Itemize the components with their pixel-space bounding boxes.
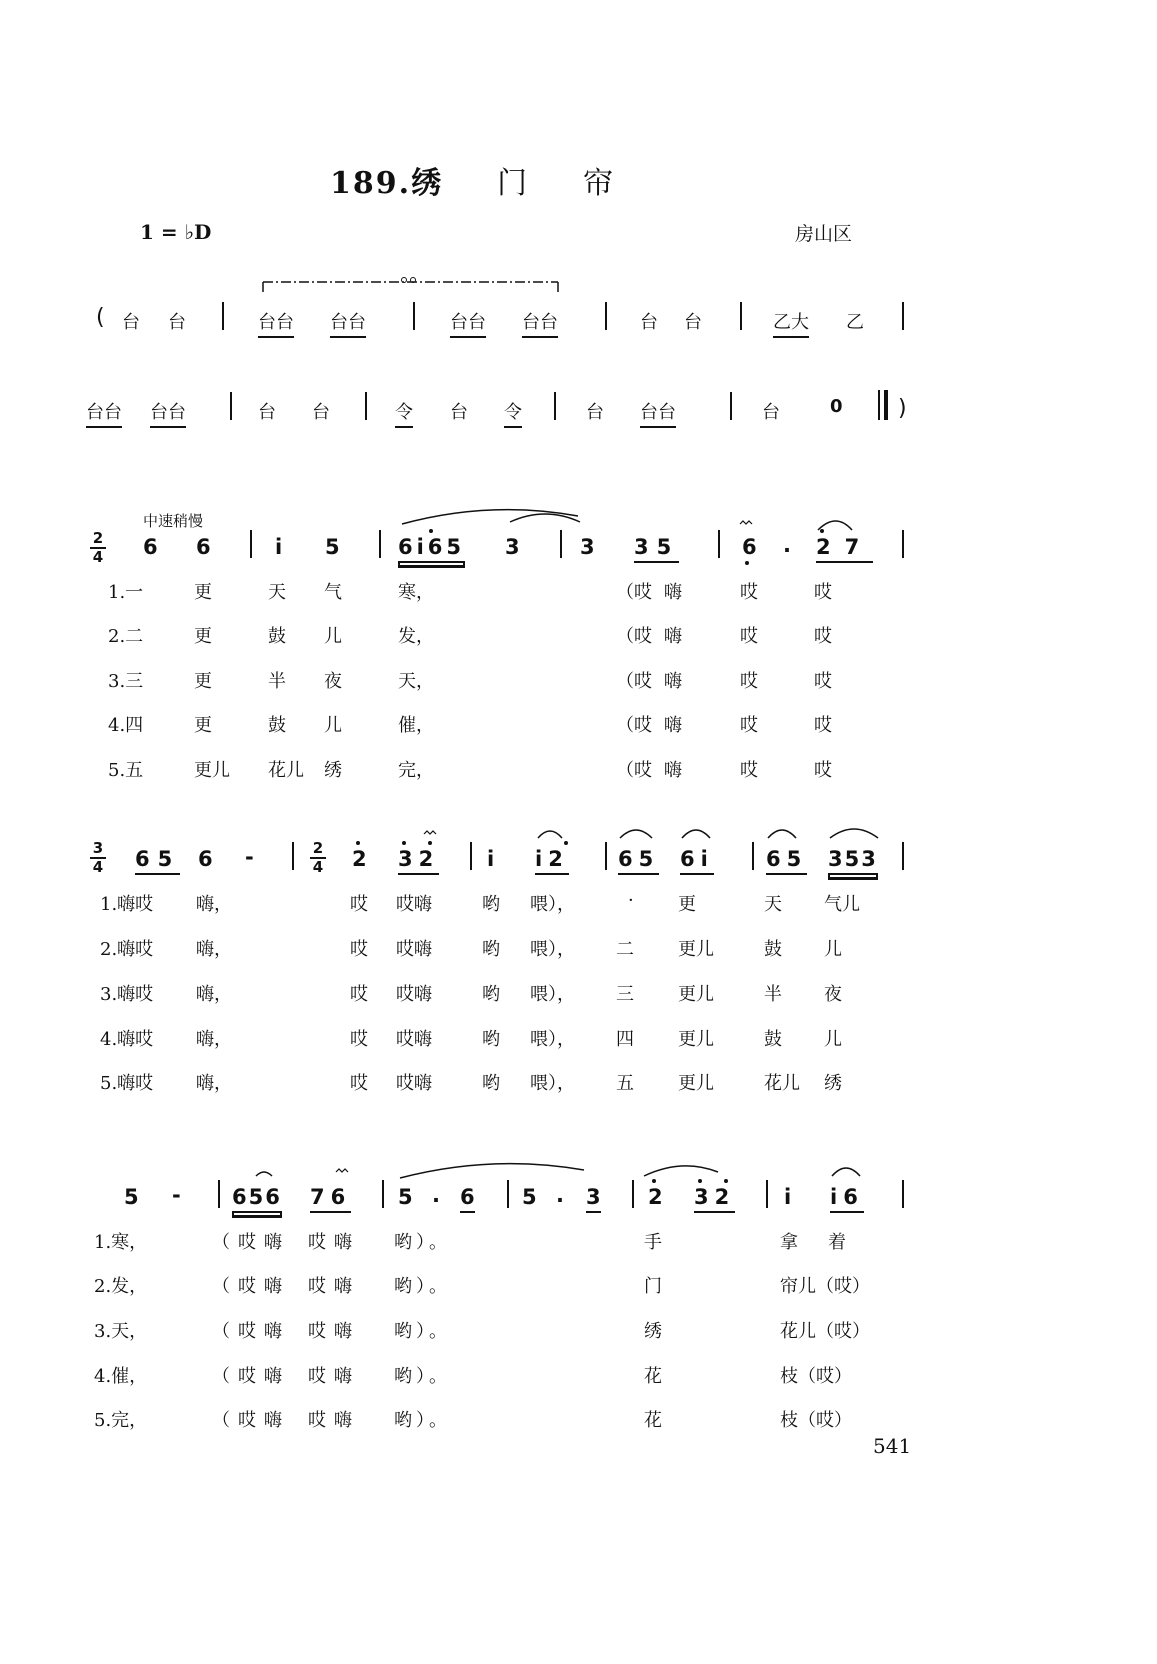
barline [902, 1180, 904, 1208]
perc-rest: 0 [830, 396, 843, 417]
octave-dot [698, 1179, 702, 1183]
note: 5 [398, 1185, 413, 1209]
note-group: 353 [828, 847, 878, 875]
note: 5 [124, 1185, 139, 1209]
note-group: 76 [310, 1185, 351, 1213]
key-signature: 1 = ♭D [140, 220, 212, 244]
perc-beat: 台 [762, 402, 780, 423]
perc-beat: 台 [122, 312, 140, 333]
note-group: 32 [694, 1185, 735, 1213]
close-paren: ) [898, 396, 907, 421]
note-group: 65 [766, 847, 807, 875]
note-group: 65 [618, 847, 659, 875]
note: 2 [352, 847, 367, 871]
perc-beat: 台 [586, 402, 604, 423]
note: 3 [505, 535, 520, 559]
time-signature-2-4: 2 4 [90, 530, 106, 566]
perc-beat: 台 [450, 402, 468, 423]
perc-beat: 乙 [846, 312, 864, 333]
perc-beat: 台台 [450, 308, 486, 338]
barline [382, 1180, 384, 1208]
time-signature-2-4: 2 4 [310, 840, 326, 876]
note: 6 [460, 1185, 475, 1213]
dot-extension: . [783, 533, 791, 557]
note-group: 6i [680, 847, 714, 875]
perc-beat: 台台 [330, 308, 366, 338]
note: 3 [586, 1185, 601, 1213]
song-title: 189.绣 门 帘 [330, 158, 615, 202]
octave-dot [652, 1179, 656, 1183]
title-char-2: 门 [497, 166, 530, 201]
origin-region: 房山区 [795, 223, 853, 245]
time-signature-3-4: 3 4 [90, 840, 106, 876]
perc-beat: 台 [640, 312, 658, 333]
note-group: i2 [535, 847, 569, 875]
note-group: 6i65 [398, 535, 465, 563]
perc-beat: 令 [504, 398, 522, 428]
perc-beat: 台台 [640, 398, 676, 428]
note: 6 [198, 847, 213, 871]
perc-beat: 台 [684, 312, 702, 333]
octave-dot [724, 1179, 728, 1183]
page-number: 541 [873, 1434, 912, 1458]
dot-extension: . [432, 1183, 440, 1207]
perc-beat: 台 [312, 402, 330, 423]
note-group: 656 [232, 1185, 282, 1213]
note: 5 [325, 535, 340, 559]
note: 6 [143, 535, 158, 559]
note-group: 35 [634, 535, 679, 563]
note-high: i [275, 535, 283, 559]
title-char-3: 帘 [583, 166, 616, 201]
tempo-marking: 中速稍慢 [143, 512, 204, 530]
barline [632, 1180, 634, 1208]
barline [766, 1180, 768, 1208]
perc-beat: 乙大 [773, 308, 809, 338]
dot-extension: . [556, 1183, 564, 1207]
note-group: 65 [135, 847, 180, 875]
note: 6 [742, 535, 757, 559]
open-paren: ( [96, 305, 105, 330]
perc-beat: 台 [258, 402, 276, 423]
barline [218, 1180, 220, 1208]
note-group: 27 [816, 535, 873, 563]
note-high: i [784, 1185, 792, 1209]
perc-beat: 令 [395, 398, 413, 428]
note: 2 [648, 1185, 663, 1209]
perc-beat: 台台 [258, 308, 294, 338]
barline [507, 1180, 509, 1208]
note: 6 [196, 535, 211, 559]
perc-beat: 台台 [150, 398, 186, 428]
note-high: i [487, 847, 495, 871]
note-group: i6 [830, 1185, 864, 1213]
note: 3 [580, 535, 595, 559]
note-group: 32 [398, 847, 439, 875]
dash-extension: - [245, 845, 254, 869]
perc-beat: 台 [168, 312, 186, 333]
dash-extension: - [172, 1183, 181, 1207]
note: 5 [522, 1185, 537, 1209]
perc-beat: 台台 [86, 398, 122, 428]
perc-beat: 台台 [522, 308, 558, 338]
